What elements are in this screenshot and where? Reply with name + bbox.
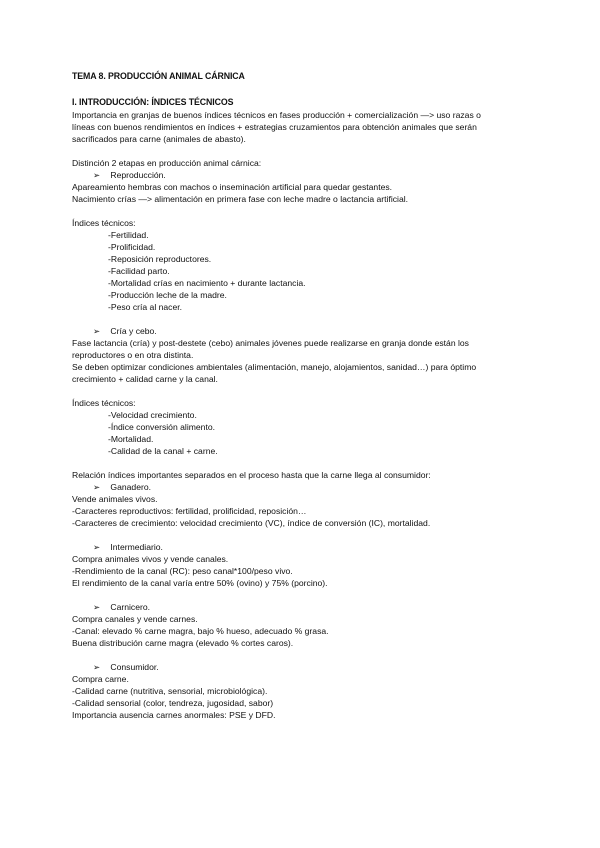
- arrow-bullet-icon: ➢: [93, 170, 101, 180]
- ganadero-line-2: -Caracteres reproductivos: fertilidad, prolificidad, reposición…: [72, 506, 307, 516]
- bullet-label: Carnicero.: [110, 602, 151, 612]
- bullet-label: Reproducción.: [110, 170, 166, 180]
- carnicero-line-3: Buena distribución carne magra (elevado % cortes caros).: [72, 638, 294, 648]
- repro-indice-item: -Mortalidad crías en nacimiento + durante lactancia.: [108, 278, 306, 288]
- bullet-label: Consumidor.: [110, 662, 159, 672]
- repro-line-2: Nacimiento crías ―> alimentación en primera fase con leche madre o lactancia artificial.: [72, 194, 409, 204]
- cria-indices-label: Índices técnicos:: [72, 398, 136, 408]
- bullet-label: Cría y cebo.: [110, 326, 157, 336]
- intermediario-line-2: -Rendimiento de la canal (RC): peso canal*100/peso vivo.: [72, 566, 293, 576]
- repro-indice-item: -Prolificidad.: [108, 242, 156, 252]
- cria-line-2: reproductores o en otra distinta.: [72, 350, 194, 360]
- cria-indice-item: -Calidad de la canal + carne.: [108, 446, 218, 456]
- cria-line-1: Fase lactancia (cría) y post-destete (cebo) animales jóvenes puede realizarse en granja donde están los: [72, 338, 469, 348]
- cria-indice-item: -Mortalidad.: [108, 434, 154, 444]
- relacion-line: Relación índices importantes separados en el proceso hasta que la carne llega al consumidor:: [72, 470, 431, 480]
- cria-indice-item: -Índice conversión alimento.: [108, 422, 215, 432]
- ganadero-line-3: -Caracteres de crecimiento: velocidad crecimiento (VC), índice de conversión (IC), mortalidad.: [72, 518, 431, 528]
- consumidor-line-3: -Calidad sensorial (color, tendreza, jugosidad, sabor): [72, 698, 274, 708]
- bullet-ganadero: [93, 482, 151, 493]
- arrow-bullet-icon: ➢: [93, 482, 101, 492]
- repro-indice-item: -Reposición reproductores.: [108, 254, 212, 264]
- intro-line-2: líneas con buenos rendimientos en índices + estrategias cruzamientos para obtención animales que serán: [72, 122, 477, 132]
- bullet-intermediario: [93, 542, 163, 553]
- cria-indice-item: -Velocidad crecimiento.: [108, 410, 197, 420]
- repro-indices-label: Índices técnicos:: [72, 218, 136, 228]
- ganadero-line-1: Vende animales vivos.: [72, 494, 158, 504]
- carnicero-line-2: -Canal: elevado % carne magra, bajo % hueso, adecuado % grasa.: [72, 626, 329, 636]
- intro-line-1: Importancia en granjas de buenos índices técnicos en fases producción + comercialización ―> uso razas o: [72, 110, 481, 120]
- consumidor-line-1: Compra carne.: [72, 674, 129, 684]
- cria-line-3: Se deben optimizar condiciones ambientales (alimentación, manejo, alojamientos, sanidad…) para óptimo: [72, 362, 477, 372]
- bullet-label: Ganadero.: [110, 482, 152, 492]
- repro-indice-item: -Fertilidad.: [108, 230, 149, 240]
- cria-line-4: crecimiento + calidad carne y la canal.: [72, 374, 218, 384]
- arrow-bullet-icon: ➢: [93, 602, 101, 612]
- bullet-cria-cebo: [93, 326, 157, 337]
- consumidor-line-2: -Calidad carne (nutritiva, sensorial, microbiológica).: [72, 686, 268, 696]
- carnicero-line-1: Compra canales y vende carnes.: [72, 614, 198, 624]
- consumidor-line-4: Importancia ausencia carnes anormales: PSE y DFD.: [72, 710, 276, 720]
- bullet-reproduccion: [93, 170, 166, 181]
- bullet-consumidor: [93, 662, 159, 673]
- intro-line-3: sacrificados para carne (animales de abasto).: [72, 134, 246, 144]
- section-heading: I. INTRODUCCIÓN: ÍNDICES TÉCNICOS: [72, 97, 234, 107]
- bullet-carnicero: [93, 602, 150, 613]
- repro-indice-item: -Peso cría al nacer.: [108, 302, 183, 312]
- intermediario-line-3: El rendimiento de la canal varía entre 50% (ovino) y 75% (porcino).: [72, 578, 328, 588]
- document-title: TEMA 8. PRODUCCIÓN ANIMAL CÁRNICA: [72, 71, 245, 81]
- arrow-bullet-icon: ➢: [93, 326, 101, 336]
- repro-indice-item: -Facilidad parto.: [108, 266, 170, 276]
- repro-indice-item: -Producción leche de la madre.: [108, 290, 227, 300]
- arrow-bullet-icon: ➢: [93, 542, 101, 552]
- distincion-line: Distinción 2 etapas en producción animal cárnica:: [72, 158, 262, 168]
- intermediario-line-1: Compra animales vivos y vende canales.: [72, 554, 229, 564]
- arrow-bullet-icon: ➢: [93, 662, 101, 672]
- bullet-label: Intermediario.: [110, 542, 163, 552]
- repro-line-1: Apareamiento hembras con machos o inseminación artificial para quedar gestantes.: [72, 182, 393, 192]
